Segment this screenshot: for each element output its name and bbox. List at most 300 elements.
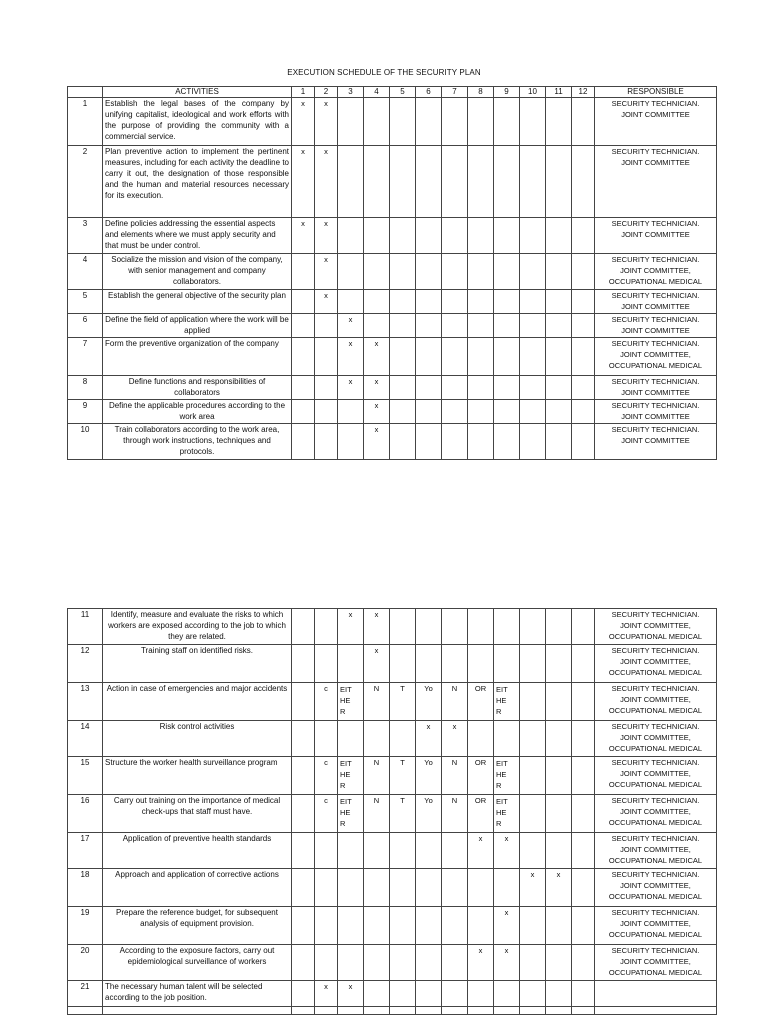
responsible-cell — [595, 907, 717, 945]
responsible-line: OCCUPATIONAL MEDICAL — [608, 744, 703, 753]
month-6-cell — [416, 609, 442, 645]
month-2-cell: x — [315, 146, 338, 218]
activity-text: Carry out training on the importance of medical check-ups that staff must have. — [103, 795, 292, 833]
month-10-cell — [520, 218, 546, 254]
row-number: 17 — [68, 833, 103, 869]
month-2-cell — [315, 609, 338, 645]
empty-cell — [442, 1007, 468, 1015]
month-2-cell — [315, 645, 338, 683]
responsible-line: JOINT COMMITTEE — [621, 412, 690, 421]
row-number: 18 — [68, 869, 103, 907]
activity-text: Risk control activities — [103, 721, 292, 757]
row-number: 5 — [68, 290, 103, 314]
month-6-cell — [416, 290, 442, 314]
responsible-line: SECURITY TECHNICIAN. — [611, 339, 700, 348]
month-9-cell — [494, 290, 520, 314]
responsible-cell — [595, 869, 717, 907]
month-7-cell — [442, 981, 468, 1007]
month-6-cell — [416, 338, 442, 376]
header-month-1: 1 — [292, 87, 315, 98]
month-10-cell — [520, 98, 546, 146]
month-7-cell — [442, 869, 468, 907]
responsible-line: JOINT COMMITTEE, — [620, 807, 691, 816]
month-11-cell — [546, 683, 572, 721]
responsible-cell — [595, 376, 717, 400]
schedule-table-part-2 — [67, 608, 717, 1015]
responsible-cell — [595, 254, 717, 290]
responsible-line: SECURITY TECHNICIAN. — [611, 946, 700, 955]
table-row — [68, 314, 717, 338]
empty-cell — [595, 1007, 717, 1015]
month-8-cell — [468, 981, 494, 1007]
table-row — [68, 146, 717, 218]
month-6-cell — [416, 400, 442, 424]
month-1-cell — [292, 757, 315, 795]
empty-cell — [292, 1007, 315, 1015]
month-7-cell — [442, 645, 468, 683]
month-12-cell — [572, 795, 595, 833]
month-3-cell — [338, 98, 364, 146]
responsible-line: SECURITY TECHNICIAN. — [611, 315, 700, 324]
month-4-cell: x — [364, 424, 390, 460]
table-body — [68, 98, 717, 460]
row-number: 7 — [68, 338, 103, 376]
month-4-cell: x — [364, 376, 390, 400]
row-number: 12 — [68, 645, 103, 683]
activity-text: According to the exposure factors, carry out epidemiological surveillance of workers — [103, 945, 292, 981]
month-5-cell — [390, 645, 416, 683]
month-1-cell — [292, 683, 315, 721]
row-number: 8 — [68, 376, 103, 400]
activity-text: Form the preventive organization of the company — [103, 338, 292, 376]
document-title: EXECUTION SCHEDULE OF THE SECURITY PLAN — [287, 68, 481, 77]
table-row — [68, 338, 717, 376]
month-4-cell: x — [364, 645, 390, 683]
activity-text: Approach and application of corrective actions — [103, 869, 292, 907]
month-5-cell — [390, 609, 416, 645]
responsible-line: JOINT COMMITTEE, — [620, 695, 691, 704]
activity-text: Define the field of application where the work will be applied — [103, 314, 292, 338]
month-11-cell: x — [546, 869, 572, 907]
month-9-cell: EIT HE R — [494, 683, 520, 721]
table-row — [68, 218, 717, 254]
month-10-cell — [520, 757, 546, 795]
month-6-cell — [416, 254, 442, 290]
month-7-cell: x — [442, 721, 468, 757]
month-2-cell: x — [315, 98, 338, 146]
month-6-cell — [416, 98, 442, 146]
month-8-cell — [468, 609, 494, 645]
month-5-cell — [390, 376, 416, 400]
activity-text: Action in case of emergencies and major accidents — [103, 683, 292, 721]
responsible-line: OCCUPATIONAL MEDICAL — [608, 706, 703, 715]
responsible-line: OCCUPATIONAL MEDICAL — [608, 856, 703, 865]
table-row — [68, 869, 717, 907]
month-10-cell — [520, 424, 546, 460]
responsible-line: OCCUPATIONAL MEDICAL — [608, 668, 703, 677]
month-10-cell — [520, 314, 546, 338]
month-8-cell — [468, 376, 494, 400]
month-11-cell — [546, 757, 572, 795]
activity-text: Identify, measure and evaluate the risks to which workers are exposed according to the job to which they are related. — [103, 609, 292, 645]
month-9-cell — [494, 424, 520, 460]
month-4-cell: x — [364, 400, 390, 424]
month-1-cell — [292, 907, 315, 945]
responsible-line: JOINT COMMITTEE, — [620, 657, 691, 666]
month-9-cell: EIT HE R — [494, 757, 520, 795]
month-8-cell — [468, 721, 494, 757]
month-6-cell — [416, 833, 442, 869]
month-5-cell: T — [390, 683, 416, 721]
month-12-cell — [572, 833, 595, 869]
month-2-cell — [315, 945, 338, 981]
row-number: 10 — [68, 424, 103, 460]
responsible-cell — [595, 146, 717, 218]
month-4-cell — [364, 290, 390, 314]
month-2-cell: x — [315, 254, 338, 290]
month-5-cell: T — [390, 757, 416, 795]
month-3-cell: EIT HE R — [338, 757, 364, 795]
month-3-cell — [338, 146, 364, 218]
activity-text: Train collaborators according to the work area, through work instructions, techniques and protocols. — [103, 424, 292, 460]
responsible-line: OCCUPATIONAL MEDICAL — [608, 818, 703, 827]
responsible-cell — [595, 795, 717, 833]
month-11-cell — [546, 945, 572, 981]
month-2-cell — [315, 721, 338, 757]
month-2-cell: c — [315, 795, 338, 833]
month-7-cell — [442, 290, 468, 314]
month-10-cell — [520, 833, 546, 869]
month-8-cell: x — [468, 833, 494, 869]
row-number: 16 — [68, 795, 103, 833]
responsible-line: JOINT COMMITTEE, — [620, 845, 691, 854]
month-11-cell — [546, 907, 572, 945]
month-10-cell — [520, 795, 546, 833]
empty-cell — [416, 1007, 442, 1015]
month-8-cell — [468, 290, 494, 314]
month-4-cell — [364, 981, 390, 1007]
month-10-cell — [520, 254, 546, 290]
month-9-cell — [494, 376, 520, 400]
responsible-line: SECURITY TECHNICIAN. — [611, 147, 700, 156]
responsible-cell — [595, 290, 717, 314]
header-month-5: 5 — [390, 87, 416, 98]
month-4-cell — [364, 146, 390, 218]
responsible-line: SECURITY TECHNICIAN. — [611, 722, 700, 731]
responsible-line: SECURITY TECHNICIAN. — [611, 99, 700, 108]
responsible-cell — [595, 981, 717, 1007]
responsible-line: OCCUPATIONAL MEDICAL — [608, 780, 703, 789]
month-6-cell — [416, 424, 442, 460]
month-12-cell — [572, 907, 595, 945]
responsible-cell — [595, 757, 717, 795]
month-5-cell — [390, 338, 416, 376]
month-11-cell — [546, 400, 572, 424]
month-8-cell — [468, 338, 494, 376]
empty-cell — [468, 1007, 494, 1015]
activity-text: The necessary human talent will be selected according to the job position. — [103, 981, 292, 1007]
month-8-cell — [468, 254, 494, 290]
empty-cell — [546, 1007, 572, 1015]
empty-cell — [338, 1007, 364, 1015]
month-4-cell — [364, 254, 390, 290]
month-12-cell — [572, 721, 595, 757]
month-8-cell — [468, 218, 494, 254]
month-2-cell — [315, 338, 338, 376]
month-11-cell — [546, 645, 572, 683]
month-2-cell — [315, 376, 338, 400]
responsible-line: JOINT COMMITTEE — [621, 230, 690, 239]
month-11-cell — [546, 218, 572, 254]
month-10-cell — [520, 981, 546, 1007]
month-8-cell — [468, 907, 494, 945]
month-7-cell — [442, 833, 468, 869]
responsible-line: JOINT COMMITTEE — [621, 158, 690, 167]
empty-cell — [364, 1007, 390, 1015]
month-12-cell — [572, 314, 595, 338]
activity-text: Establish the general objective of the security plan — [103, 290, 292, 314]
empty-cell — [572, 1007, 595, 1015]
month-8-cell: OR — [468, 757, 494, 795]
header-month-10: 10 — [520, 87, 546, 98]
month-9-cell — [494, 146, 520, 218]
month-11-cell — [546, 721, 572, 757]
responsible-line: SECURITY TECHNICIAN. — [611, 796, 700, 805]
month-4-cell: N — [364, 757, 390, 795]
header-row — [68, 87, 717, 98]
month-8-cell — [468, 146, 494, 218]
month-7-cell — [442, 609, 468, 645]
month-10-cell — [520, 645, 546, 683]
header-responsible: RESPONSIBLE — [595, 87, 717, 98]
month-11-cell — [546, 314, 572, 338]
header-month-8: 8 — [468, 87, 494, 98]
month-3-cell — [338, 945, 364, 981]
month-10-cell — [520, 290, 546, 314]
month-8-cell — [468, 424, 494, 460]
row-number: 13 — [68, 683, 103, 721]
activity-text: Structure the worker health surveillance program — [103, 757, 292, 795]
row-number: 1 — [68, 98, 103, 146]
month-12-cell — [572, 376, 595, 400]
month-1-cell: x — [292, 218, 315, 254]
month-1-cell — [292, 290, 315, 314]
month-12-cell — [572, 683, 595, 721]
month-1-cell — [292, 645, 315, 683]
header-month-4: 4 — [364, 87, 390, 98]
responsible-line: SECURITY TECHNICIAN. — [611, 401, 700, 410]
responsible-line: OCCUPATIONAL MEDICAL — [608, 632, 703, 641]
month-5-cell — [390, 907, 416, 945]
month-11-cell — [546, 981, 572, 1007]
month-7-cell: N — [442, 795, 468, 833]
responsible-line: OCCUPATIONAL MEDICAL — [608, 968, 703, 977]
month-2-cell: x — [315, 290, 338, 314]
responsible-line: SECURITY TECHNICIAN. — [611, 908, 700, 917]
responsible-line: SECURITY TECHNICIAN. — [611, 646, 700, 655]
month-10-cell — [520, 721, 546, 757]
month-3-cell — [338, 721, 364, 757]
header-month-11: 11 — [546, 87, 572, 98]
responsible-line: SECURITY TECHNICIAN. — [611, 219, 700, 228]
activity-text: Establish the legal bases of the company by unifying capitalist, ideological and work efforts with the purpose of providing the community with a commercial service. — [103, 98, 292, 146]
responsible-cell — [595, 609, 717, 645]
month-4-cell — [364, 833, 390, 869]
month-1-cell — [292, 945, 315, 981]
month-11-cell — [546, 795, 572, 833]
month-10-cell — [520, 945, 546, 981]
empty-cell — [520, 1007, 546, 1015]
header-month-6: 6 — [416, 87, 442, 98]
month-11-cell — [546, 254, 572, 290]
responsible-line: SECURITY TECHNICIAN. — [611, 758, 700, 767]
activity-text: Define policies addressing the essential aspects and elements where we must apply security and that must be under control. — [103, 218, 292, 254]
month-7-cell — [442, 146, 468, 218]
month-12-cell — [572, 609, 595, 645]
month-9-cell — [494, 338, 520, 376]
month-2-cell: x — [315, 218, 338, 254]
header-month-3: 3 — [338, 87, 364, 98]
month-6-cell: x — [416, 721, 442, 757]
responsible-line: OCCUPATIONAL MEDICAL — [608, 361, 703, 370]
month-9-cell — [494, 400, 520, 424]
month-9-cell — [494, 869, 520, 907]
month-2-cell — [315, 424, 338, 460]
responsible-line: JOINT COMMITTEE, — [620, 957, 691, 966]
empty-row — [68, 1007, 717, 1015]
month-7-cell — [442, 218, 468, 254]
month-10-cell — [520, 338, 546, 376]
month-3-cell — [338, 400, 364, 424]
month-12-cell — [572, 945, 595, 981]
responsible-line: SECURITY TECHNICIAN. — [611, 684, 700, 693]
month-2-cell — [315, 400, 338, 424]
month-3-cell: x — [338, 338, 364, 376]
month-3-cell — [338, 869, 364, 907]
month-1-cell — [292, 376, 315, 400]
responsible-cell — [595, 721, 717, 757]
month-11-cell — [546, 609, 572, 645]
month-1-cell — [292, 314, 315, 338]
month-5-cell — [390, 400, 416, 424]
month-11-cell — [546, 376, 572, 400]
month-7-cell — [442, 907, 468, 945]
month-5-cell — [390, 833, 416, 869]
month-5-cell — [390, 424, 416, 460]
responsible-cell — [595, 945, 717, 981]
month-4-cell: x — [364, 338, 390, 376]
month-11-cell — [546, 424, 572, 460]
responsible-line: OCCUPATIONAL MEDICAL — [608, 277, 703, 286]
header-activities: ACTIVITIES — [103, 87, 292, 98]
responsible-line: JOINT COMMITTEE, — [620, 881, 691, 890]
month-2-cell: x — [315, 981, 338, 1007]
row-number: 15 — [68, 757, 103, 795]
activity-text: Plan preventive action to implement the pertinent measures, including for each activity the deadline to carry it out, the designation of those responsible and the human and material resources necessary for its execution. — [103, 146, 292, 218]
table-row — [68, 907, 717, 945]
activity-text: Socialize the mission and vision of the company, with senior management and company collaborators. — [103, 254, 292, 290]
month-7-cell — [442, 424, 468, 460]
month-9-cell: x — [494, 907, 520, 945]
month-8-cell — [468, 645, 494, 683]
month-12-cell — [572, 254, 595, 290]
month-6-cell — [416, 146, 442, 218]
month-2-cell — [315, 833, 338, 869]
month-5-cell — [390, 218, 416, 254]
table-row — [68, 98, 717, 146]
month-3-cell: x — [338, 376, 364, 400]
month-6-cell: Yo — [416, 795, 442, 833]
month-12-cell — [572, 146, 595, 218]
month-6-cell — [416, 945, 442, 981]
month-4-cell — [364, 314, 390, 338]
month-3-cell — [338, 290, 364, 314]
header-month-9: 9 — [494, 87, 520, 98]
responsible-line: OCCUPATIONAL MEDICAL — [608, 930, 703, 939]
table-row — [68, 721, 717, 757]
month-9-cell — [494, 218, 520, 254]
month-3-cell: x — [338, 981, 364, 1007]
month-12-cell — [572, 400, 595, 424]
month-7-cell — [442, 400, 468, 424]
month-7-cell: N — [442, 683, 468, 721]
month-9-cell: x — [494, 833, 520, 869]
month-4-cell: N — [364, 795, 390, 833]
month-8-cell — [468, 314, 494, 338]
row-number: 4 — [68, 254, 103, 290]
responsible-cell — [595, 218, 717, 254]
month-4-cell — [364, 98, 390, 146]
row-number: 11 — [68, 609, 103, 645]
schedule-table-part-1 — [67, 86, 717, 460]
table-row — [68, 424, 717, 460]
table-row — [68, 981, 717, 1007]
row-number: 9 — [68, 400, 103, 424]
month-3-cell — [338, 645, 364, 683]
responsible-cell — [595, 338, 717, 376]
month-4-cell — [364, 721, 390, 757]
responsible-line: JOINT COMMITTEE — [621, 302, 690, 311]
responsible-line: JOINT COMMITTEE, — [620, 621, 691, 630]
month-4-cell — [364, 869, 390, 907]
table-row — [68, 645, 717, 683]
responsible-cell — [595, 314, 717, 338]
month-3-cell — [338, 833, 364, 869]
row-number: 6 — [68, 314, 103, 338]
responsible-line: SECURITY TECHNICIAN. — [611, 834, 700, 843]
month-3-cell — [338, 218, 364, 254]
month-5-cell — [390, 981, 416, 1007]
month-6-cell — [416, 907, 442, 945]
responsible-line: JOINT COMMITTEE — [621, 388, 690, 397]
responsible-line: SECURITY TECHNICIAN. — [611, 377, 700, 386]
month-2-cell: c — [315, 757, 338, 795]
month-10-cell — [520, 376, 546, 400]
month-3-cell — [338, 907, 364, 945]
responsible-line: JOINT COMMITTEE — [621, 436, 690, 445]
month-9-cell — [494, 721, 520, 757]
month-7-cell: N — [442, 757, 468, 795]
month-6-cell — [416, 218, 442, 254]
month-5-cell — [390, 98, 416, 146]
responsible-line: SECURITY TECHNICIAN. — [611, 291, 700, 300]
month-12-cell — [572, 869, 595, 907]
row-number: 19 — [68, 907, 103, 945]
month-9-cell — [494, 609, 520, 645]
responsible-line: JOINT COMMITTEE — [621, 326, 690, 335]
activity-text: Training staff on identified risks. — [103, 645, 292, 683]
responsible-cell — [595, 833, 717, 869]
